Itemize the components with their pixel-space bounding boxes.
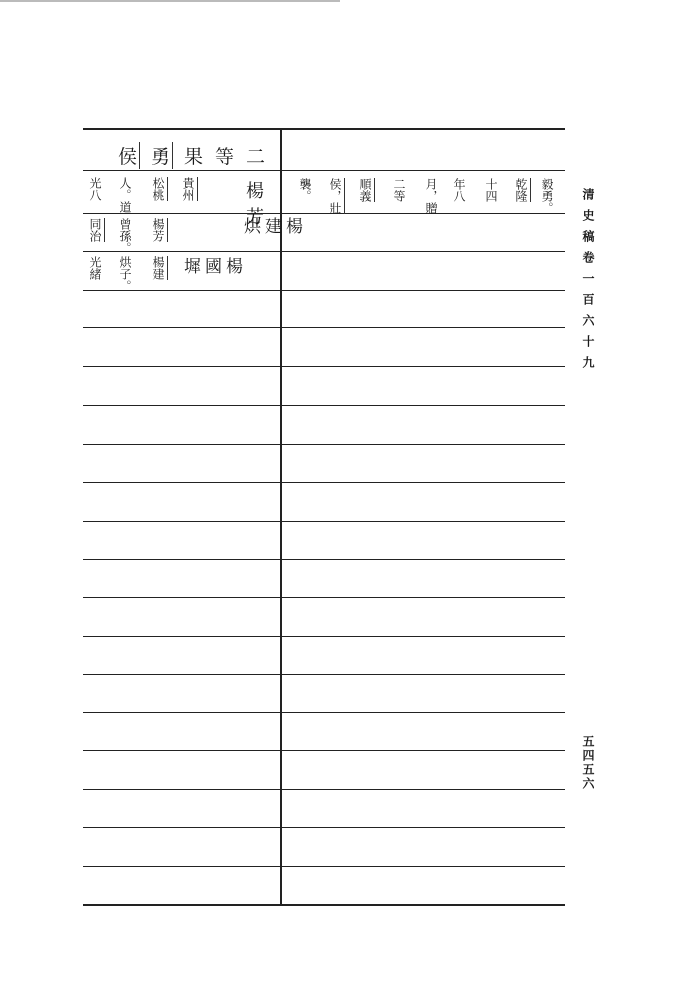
row-rule (83, 750, 565, 751)
title-char: 等 (215, 146, 235, 168)
person-origin: 楊建 (151, 256, 168, 280)
person-relation: 人。道 (118, 177, 132, 213)
person-origin: 楊芳 (151, 218, 168, 242)
person-relation: 曾孫。 (118, 218, 132, 254)
note-line: 乾隆 (514, 178, 531, 202)
row-rule (83, 290, 565, 291)
book-title: 清史稿卷一百六十九 (581, 188, 595, 377)
page-number: 五四五六 (581, 735, 595, 791)
row-rule (83, 521, 565, 522)
note-line: 襲。 (298, 178, 312, 202)
row-rule (83, 213, 565, 214)
row-rule (83, 866, 565, 867)
scan-edge-line (0, 0, 340, 2)
note-line: 十四 (484, 178, 498, 202)
person-origin: 貴州 (181, 177, 198, 201)
row-rule (83, 712, 565, 713)
row-rule (83, 444, 565, 445)
person-place: 松桃 (151, 177, 168, 201)
table-top-rule (83, 128, 565, 130)
note-line: 毅勇。 (540, 178, 554, 214)
note-line: 年八 (452, 178, 466, 202)
note-line: 順義 (358, 178, 375, 202)
row-rule (83, 559, 565, 560)
title-char: 果 (184, 146, 204, 168)
row-rule (83, 636, 565, 637)
person-relation: 烘子。 (118, 256, 132, 292)
row-rule (83, 366, 565, 367)
note-line: 侯，壯 (328, 178, 345, 214)
row-rule (83, 482, 565, 483)
reign-name: 光八 (88, 177, 102, 201)
header-rule (83, 170, 565, 171)
row-rule (83, 597, 565, 598)
note-line: 月，贈 (424, 178, 438, 214)
row-rule (83, 789, 565, 790)
row-rule (83, 327, 565, 328)
reign-name: 光緒 (88, 256, 102, 280)
row-rule (83, 251, 565, 252)
title-char: 勇 (151, 142, 173, 169)
row-rule (83, 405, 565, 406)
title-char: 二 (246, 146, 266, 168)
note-line: 二等 (392, 178, 406, 202)
person-name: 楊芳 (243, 181, 264, 233)
person-name: 楊國墀 (184, 257, 247, 277)
row-rule (83, 827, 565, 828)
row-rule (83, 674, 565, 675)
table-bottom-rule (83, 904, 565, 906)
title-char: 侯 (118, 142, 140, 169)
person-name: 楊建烘 (244, 217, 307, 237)
reign-name: 同治 (88, 218, 105, 242)
